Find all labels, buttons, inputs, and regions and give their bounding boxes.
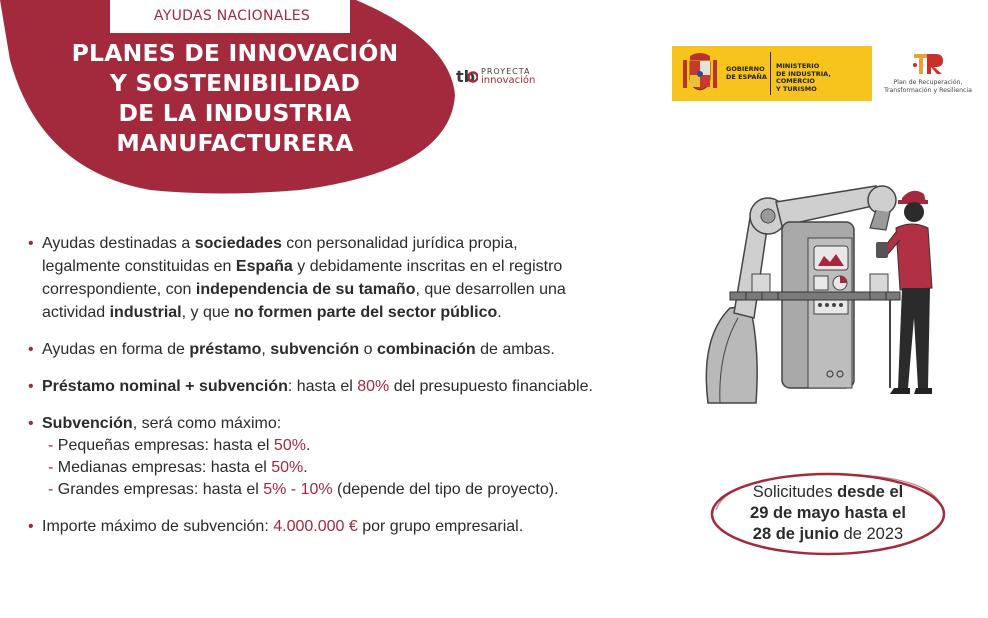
svg-text:tb: tb [456, 67, 476, 85]
page-title [40, 38, 430, 158]
proyecta-innovacion-logo [456, 64, 535, 88]
prtr-logo [872, 46, 984, 101]
title-line: DE LA INDUSTRIA [118, 99, 352, 127]
stamp-text: Solicitudes desde el 29 de mayo hasta el 28 de junio de 2023 [750, 483, 906, 543]
title-line: Y SOSTENIBILIDAD [109, 69, 361, 97]
bullet-aid-forms: • Ayudas en forma de préstamo, subvención o combinación de ambas. [28, 338, 678, 361]
spain-crest-icon [680, 52, 720, 95]
sub-item-medium: - Medianas empresas: hasta el 50%. [48, 459, 308, 476]
sub-item-large: - Grandes empresas: hasta el 5% - 10% (depende del tipo de proyecto). [48, 481, 559, 498]
title-line: MANUFACTURERA [116, 129, 354, 157]
bullet-beneficiaries: • Ayudas destinadas a sociedades con personalidad jurídica propia, legalmente constituidas en España y debidamente inscritas en el registro correspondiente, con independencia de su tamaño, que desarrollen una actividad industrial, y que no formen parte del sector público. [28, 232, 678, 324]
logo-divider [770, 52, 771, 95]
proyecta-line2: innovación [481, 75, 536, 86]
bullet-subsidy-max: • Subvención, será como máximo: - Pequeñas empresas: hasta el 50%. - Medianas empresas: hasta el 50%. - Grandes empresas: hasta el 5% - 10% (depende del tipo de proyecto). [28, 412, 678, 501]
bullet-max-amount: • Importe máximo de subvención: 4.000.000 € por grupo empresarial. [28, 515, 678, 538]
proyecta-line1: PROYECTA [481, 67, 531, 76]
application-dates-stamp [708, 470, 948, 558]
prtr-text: Plan de Recuperación, Transformación y Resiliencia [884, 79, 972, 94]
prtr-mark-icon [910, 52, 946, 76]
gobierno-text: GOBIERNO DE ESPAÑA [726, 65, 767, 81]
proyecta-logo-icon [456, 67, 478, 85]
sub-item-small: - Pequeñas empresas: hasta el 50%. [48, 437, 311, 454]
title-line: PLANES DE INNOVACIÓN [71, 39, 399, 67]
bullet-list [28, 232, 678, 538]
bullet-loan-subsidy: • Préstamo nominal + subvención: hasta el 80% del presupuesto financiable. [28, 375, 678, 398]
banner-kicker: AYUDAS NACIONALES [153, 8, 311, 24]
factory-robot-illustration [690, 178, 950, 408]
gobierno-ministerio-logo [672, 46, 872, 101]
header-banner [0, 0, 470, 200]
ministerio-text: MINISTERIO DE INDUSTRIA, COMERCIO Y TURISMO [776, 62, 831, 93]
